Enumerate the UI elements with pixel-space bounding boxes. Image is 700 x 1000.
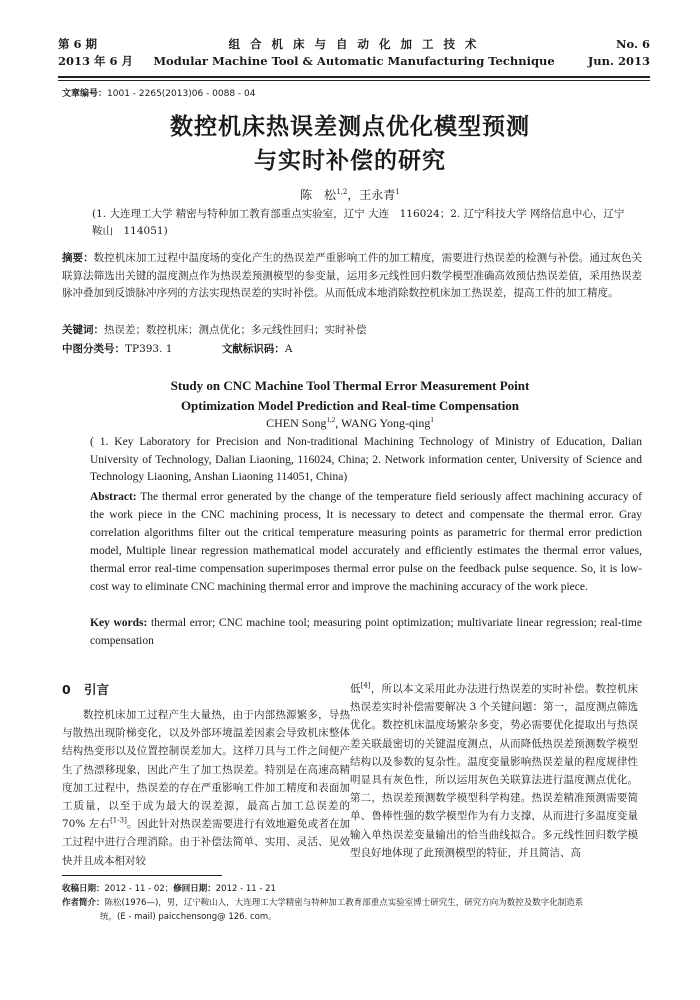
footnote-dates [62,882,642,896]
author-en-2: , WANG Yong-qing [335,416,431,430]
title-en-line2: Optimization Model Prediction and Real-time Compensation [180,398,520,413]
abstract-en-text: The thermal error generated by the change of the temperature field seriously affect machining accuracy of the work piece in the CNC machining process, It is necessary to detect and compensate the thermal error. Gray correlation algorithms filter out the critical temperature measuring points as parametric for thermal error prediction model, Multiple linear regression mathematical model accurately and efficiently estimates the thermal error values, thermal error real-time compensation superimposes thermal error pulse on the feedback pulse sequence. So, it is low-cost way to eliminate CNC machining thermal error and improve the machining accuracy of the work piece. [90,491,642,593]
article-number-value: 1001 - 2265(2013)06 - 0088 - 04 [107,89,256,99]
keywords-cn-label: 关键词： [62,324,104,336]
footnote-author [62,896,642,910]
author-en-1: CHEN Song [266,416,327,430]
intro-paragraph-right [350,680,638,862]
journal-name-cn: 组 合 机 床 与 自 动 化 加 工 技 术 [228,37,480,51]
journal-name-en: Modular Machine Tool & Automatic Manufacturing Technique [153,54,555,68]
revised-label: 修回日期： [173,884,216,894]
received-date: 2012 - 11 - 02； [104,884,174,894]
author-en-2-sup: 1 [430,416,434,424]
author-cn-2: ，王永青 [347,188,396,202]
revised-date: 2012 - 11 - 21 [215,884,276,894]
header-right [588,36,650,70]
keywords-en-label: Key words: [90,617,148,629]
intro-right-text-b: ，所以本文采用此办法进行热误差的实时补偿。数控机床热误差实时补偿需要解决 3 个关键问题：第一，温度测点筛选优化。数控机床温度场繁杂多变，势必需要优化提取出与热误差关联最密切的关键温度测点，从而降低热误差预测数学模型结构以及参数的复杂性。温度变量影响热误差量的程度规律性明显具有灰色性，所以运用灰色关联算法进行温度测点优化。第二，热误差预测数学模型科学构建。热误差精准预测需要简单、鲁棒性强的数学模型作为有力支撑，从而进行多温度变量输入单热误差变量输出的恰当曲线拟合。多元线性回归数学模型良好地体现了此预测模型的特征，并且简洁、高 [350,683,639,859]
header-center [58,36,650,70]
intro-left-text-b: 。因此针对热误差需要进行有效地避免或者在加工过程中进行合理消除。由于补偿法简单、实用、灵活、见效快并且成本相对较 [62,818,350,867]
keywords-en-text: thermal error; CNC machine tool; measuring point optimization; multivariate linear regression; real-time compensation [90,617,642,647]
running-header [58,36,650,76]
section-heading [62,680,350,700]
article-number-label: 文章编号： [62,89,108,99]
title-cn [0,110,700,178]
issue-cn: 第 6 期 [58,37,98,51]
date-en: Jun. 2013 [587,54,650,68]
author-bio-text-2: 统，(E - mail) paicchensong@ 126. com。 [100,912,277,922]
abstract-cn-label: 摘要： [62,252,94,264]
authors-en [0,416,700,431]
footnote [62,882,642,924]
author-bio-label: 作者简介： [62,898,105,908]
section-title: 引言 [84,682,110,697]
classification-value: TP393. 1 [125,343,173,355]
author-cn-2-sup: 1 [395,188,400,196]
intro-paragraph-left [62,706,350,870]
header-rule-thin [58,80,650,81]
classification-label: 中图分类号： [62,343,125,355]
keywords-en [90,614,642,650]
citation-1-3: [1-3] [110,816,127,825]
abstract-en-label: Abstract: [90,491,137,503]
doc-code-label: 文献标识码： [221,343,285,355]
intro-left-text-a: 数控机床加工过程产生大量热，由于内部热源繁多，导热与散热出现阶梯变化，以及外部环境温差因素会导致机床整体结构热变形以及位置控制误差加大。这样刀具与工件之间便产生了热漂移现象，因此产生了加工热误差。特别是在高速高精度加工过程中，热误差的存在严重影响工件加工精度和表面加工质量，以至于成为最大的误差源，最高占加工总误差的 70% 左右 [62,709,350,831]
keywords-cn-text: 热误差；数控机床；测点优化；多元线性回归；实时补偿 [104,324,367,336]
received-label: 收稿日期： [62,884,105,894]
title-en-line1: Study on CNC Machine Tool Thermal Error Measurement Point [170,378,530,393]
classification [62,341,642,358]
abstract-en [90,488,642,596]
citation-4: [4] [360,681,371,690]
issue-en: No. 6 [616,37,650,51]
body-column-right [350,680,638,862]
abstract-cn-text: 数控机床加工过程中温度场的变化产生的热误差严重影响工件的加工精度，需要进行热误差的检测与补偿。通过灰色关联算法筛选出关键的温度测点作为热误差预测模型的参变量，运用多元线性回归数学模型准确高效预估热误差值，采用热误差脉冲叠加到反馈脉冲序列的方法实现热误差的实时补偿。从而低成本地消除数控机床加工热误差，提高工件的加工精度。 [62,252,642,299]
date-cn: 2013 年 6 月 [58,54,134,68]
affiliation-cn: (1. 大连理工大学 精密与特种加工教育部重点实验室，辽宁 大连 116024；2. 辽宁科技大学 网络信息中心，辽宁 鞍山 114051) [92,208,625,237]
body-column-left [62,680,350,870]
header-rule-thick [58,76,650,78]
abstract-cn [62,250,642,303]
keywords-cn [62,322,642,339]
affiliation-en: ( 1. Key Laboratory for Precision and Non-traditional Machining Technology of Ministry of Education, Dalian University of Technology, Dalian Liaoning, 116024, China; 2. Network information center, University of Science and Technology Liaoning, Anshan Liaoning 114051, China) [90,436,642,483]
author-bio-text-1: 陈松(1976—)，男，辽宁鞍山人，大连理工大学精密与特种加工教育部重点实验室博士研究生，研究方向为数控及数字化制造系 [104,898,584,908]
author-cn-1-sup: 1,2 [336,188,348,196]
author-en-1-sup: 1,2 [326,416,336,424]
footnote-rule [62,875,222,876]
authors-cn [0,186,700,203]
title-en [0,376,700,416]
section-number: 0 [62,682,71,697]
author-cn-1: 陈 松 [300,188,337,202]
title-cn-line2: 与实时补偿的研究 [254,147,446,174]
doc-code-value: A [284,343,293,355]
article-number [62,86,255,99]
intro-right-text-a: 低 [350,683,361,695]
title-cn-line1: 数控机床热误差测点优化模型预测 [170,113,530,140]
